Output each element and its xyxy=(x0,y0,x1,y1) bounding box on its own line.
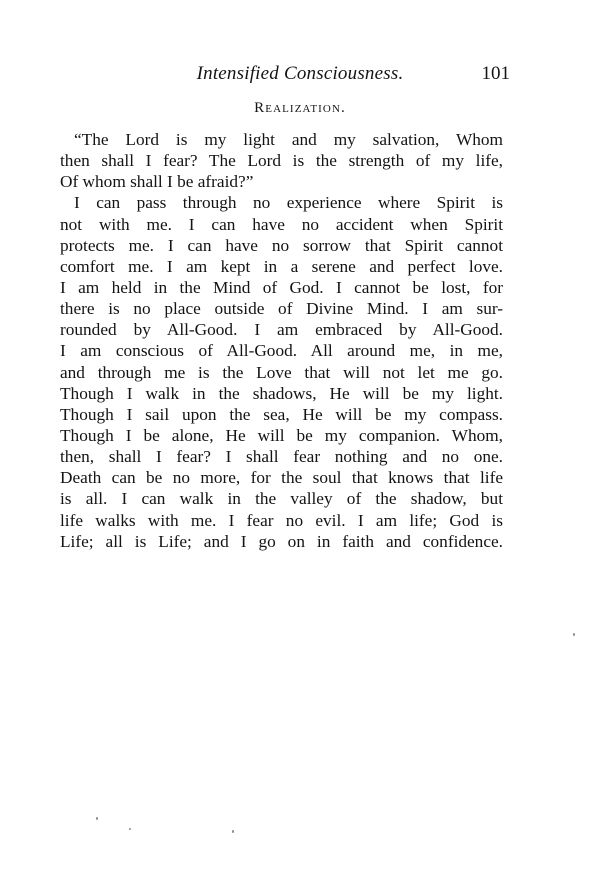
body-text xyxy=(60,129,503,552)
page-number: 101 xyxy=(481,63,510,84)
print-speck xyxy=(573,633,575,636)
text-line: Though I be alone, He will be my companion. Whom, xyxy=(60,425,503,445)
print-speck xyxy=(232,830,234,833)
text-line: Of whom shall I be afraid?” xyxy=(60,172,254,192)
text-line: then shall I fear? The Lord is the strength of my life, xyxy=(60,151,503,171)
text-line: I am conscious of All-Good. All around me, in me, xyxy=(60,341,503,361)
print-speck xyxy=(129,828,131,830)
text-line: comfort me. I am kept in a serene and perfect love. xyxy=(60,256,503,276)
text-line: Though I walk in the shadows, He will be my light. xyxy=(60,383,503,403)
text-line: is all. I can walk in the valley of the shadow, but xyxy=(60,489,503,509)
text-line: I am held in the Mind of God. I cannot be lost, for xyxy=(60,277,503,297)
text-line: Life; all is Life; and I go on in faith and confidence. xyxy=(60,531,503,551)
print-speck xyxy=(96,817,98,820)
text-line: life walks with me. I fear no evil. I am life; God is xyxy=(60,510,503,530)
text-line: there is no place outside of Divine Mind. I am sur- xyxy=(60,299,503,319)
text-line: protects me. I can have no sorrow that Spirit cannot xyxy=(60,235,503,255)
text-line: Though I sail upon the sea, He will be my compass. xyxy=(60,404,503,424)
text-line: rounded by All-Good. I am embraced by All-Good. xyxy=(60,320,503,340)
section-heading: Realization. xyxy=(254,100,346,116)
text-line: Death can be no more, for the soul that knows that life xyxy=(60,468,503,488)
text-line: then, shall I fear? I shall fear nothing and no one. xyxy=(60,447,503,467)
text-line: “The Lord is my light and my salvation, Whom xyxy=(74,130,503,149)
text-line: not with me. I can have no accident when Spirit xyxy=(60,214,503,234)
running-header-title: Intensified Consciousness. xyxy=(196,63,404,84)
text-line: and through me is the Love that will not let me go. xyxy=(60,362,503,382)
text-line: I can pass through no experience where Spirit is xyxy=(74,193,503,213)
